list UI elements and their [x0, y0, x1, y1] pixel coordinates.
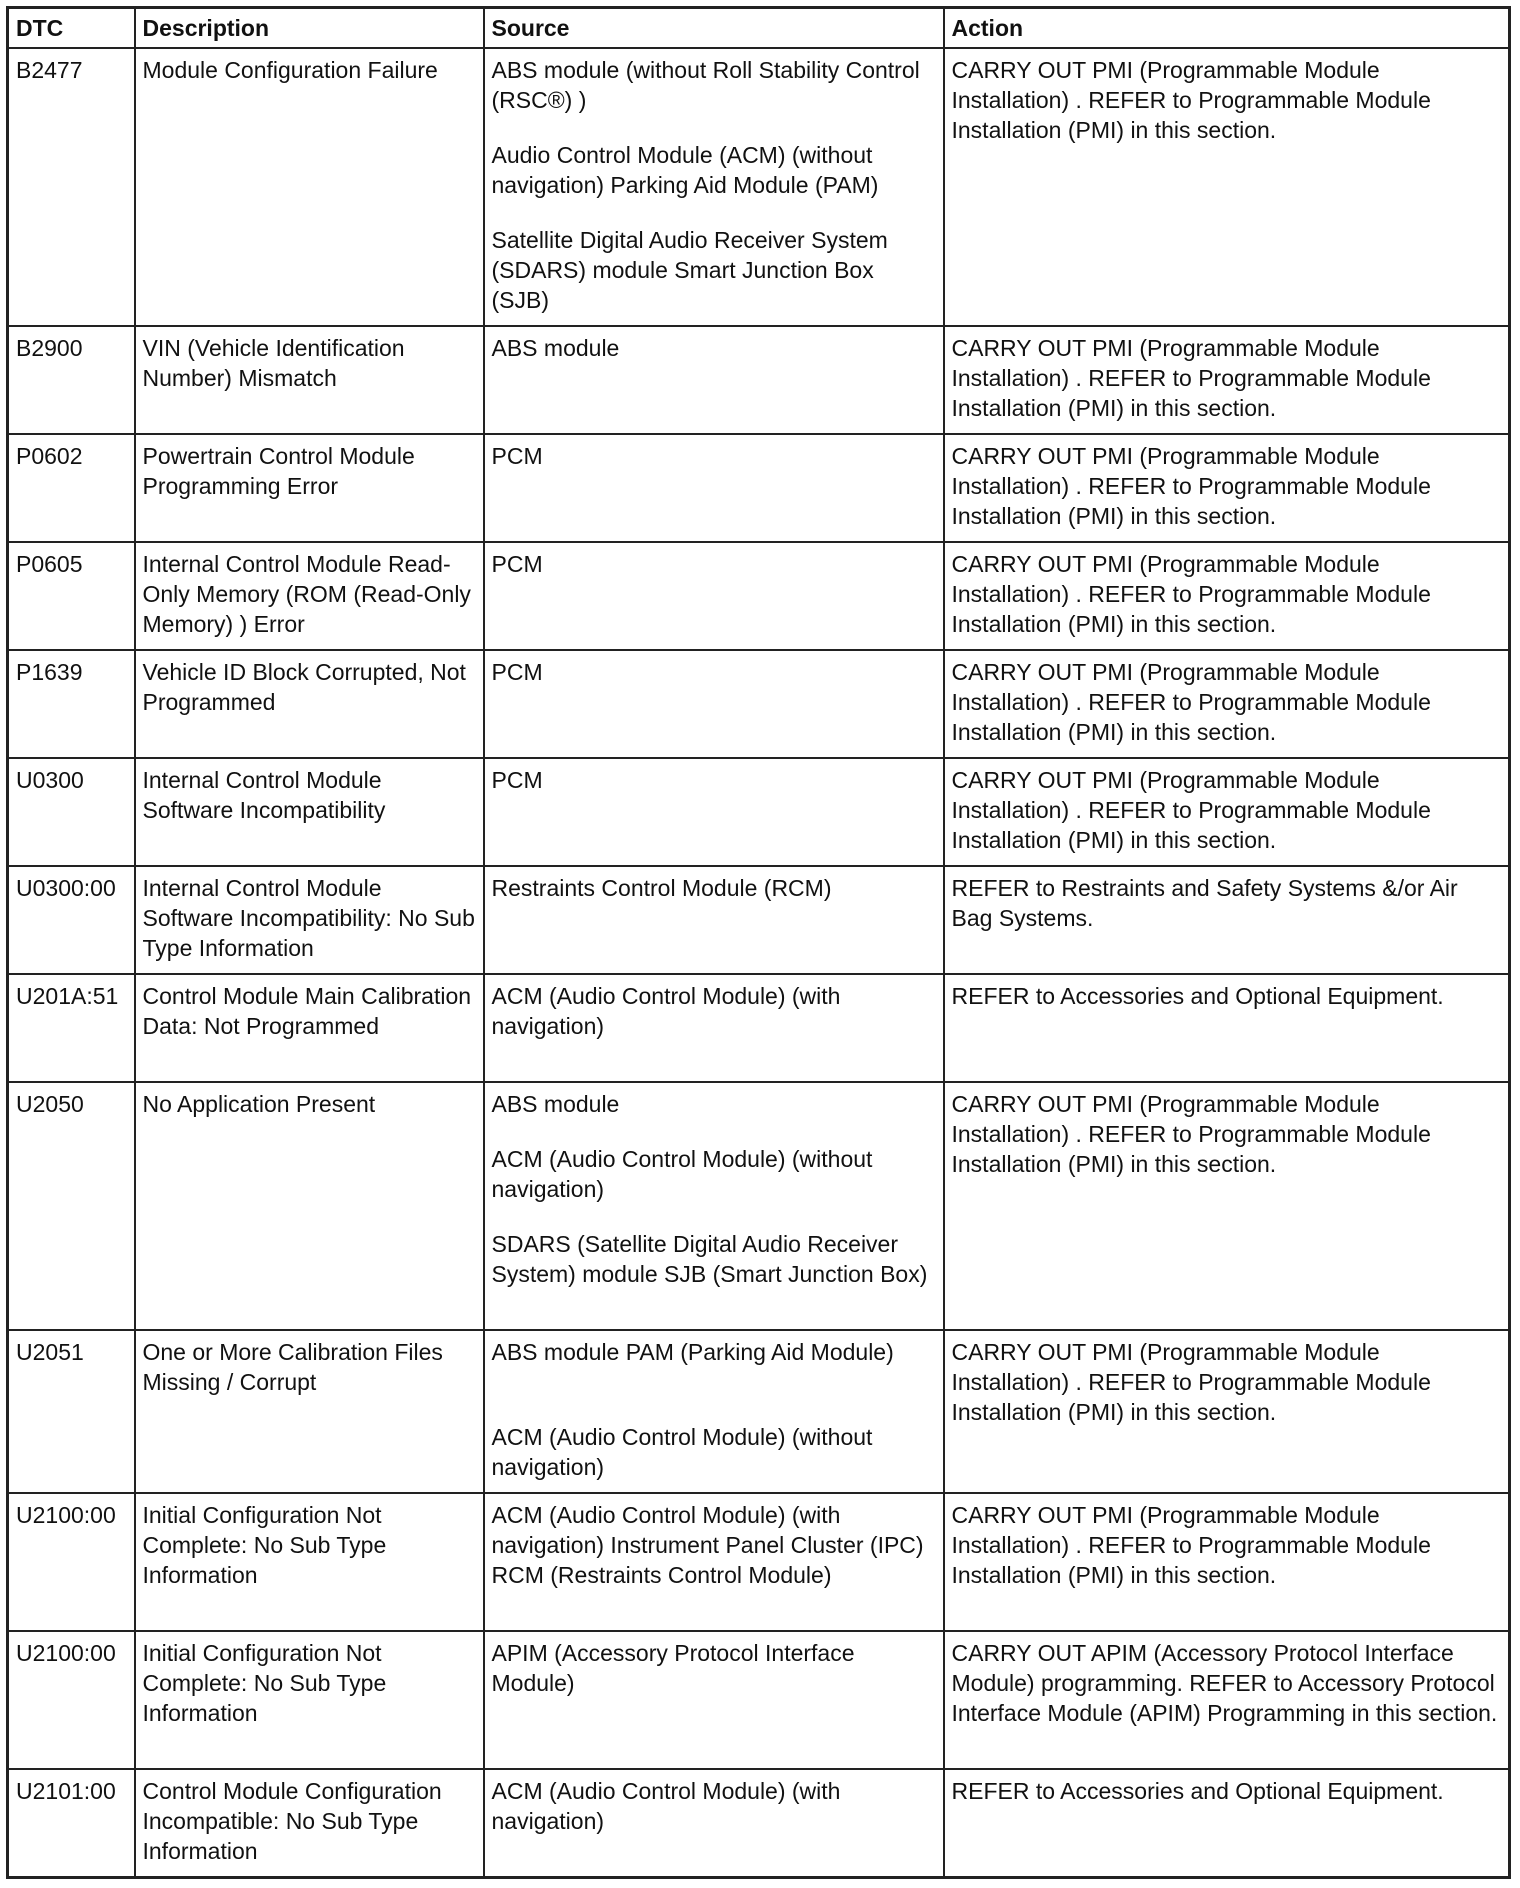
description-cell: Vehicle ID Block Corrupted, Not Programmed: [135, 650, 484, 758]
source-cell: [484, 1769, 944, 1877]
action-cell: CARRY OUT PMI (Programmable Module Installation) . REFER to Programmable Module Installation (PMI) in this section.: [944, 650, 1510, 758]
description-cell: Initial Configuration Not Complete: No Sub Type Information: [135, 1493, 484, 1631]
dtc-cell: U0300: [8, 758, 135, 866]
action-cell: CARRY OUT PMI (Programmable Module Installation) . REFER to Programmable Module Installation (PMI) in this section.: [944, 1493, 1510, 1631]
dtc-cell: P0602: [8, 434, 135, 542]
source-entry: Satellite Digital Audio Receiver System (SDARS) module Smart Junction Box (SJB): [491, 227, 888, 313]
action-cell: CARRY OUT PMI (Programmable Module Installation) . REFER to Programmable Module Installation (PMI) in this section.: [944, 1330, 1510, 1493]
source-entry: ACM (Audio Control Module) (with navigation): [491, 983, 841, 1039]
description-cell: Powertrain Control Module Programming Error: [135, 434, 484, 542]
dtc-table: [6, 6, 1511, 1879]
action-cell: CARRY OUT PMI (Programmable Module Installation) . REFER to Programmable Module Installation (PMI) in this section.: [944, 48, 1510, 326]
source-entry: SDARS (Satellite Digital Audio Receiver System) module SJB (Smart Junction Box): [491, 1231, 928, 1287]
description-cell: VIN (Vehicle Identification Number) Mismatch: [135, 326, 484, 434]
dtc-cell: U2100:00: [8, 1631, 135, 1769]
dtc-cell: P1639: [8, 650, 135, 758]
source-cell: [484, 326, 944, 434]
source-cell: [484, 866, 944, 974]
table-row: [8, 758, 1510, 866]
source-entry: ACM (Audio Control Module) (with navigation): [491, 1778, 841, 1834]
action-cell: CARRY OUT APIM (Accessory Protocol Interface Module) programming. REFER to Accessory Protocol Interface Module (APIM) Programming in this section.: [944, 1631, 1510, 1769]
table-row: [8, 326, 1510, 434]
action-cell: REFER to Accessories and Optional Equipment.: [944, 1769, 1510, 1877]
source-cell: [484, 1493, 944, 1631]
source-entry: Audio Control Module (ACM) (without navigation) Parking Aid Module (PAM): [491, 142, 879, 198]
dtc-cell: B2900: [8, 326, 135, 434]
description-cell: Control Module Configuration Incompatible: No Sub Type Information: [135, 1769, 484, 1877]
table-row: [8, 434, 1510, 542]
column-header-source: Source: [484, 8, 944, 49]
source-entry: ACM (Audio Control Module) (with navigation) Instrument Panel Cluster (IPC) RCM (Restraints Control Module): [491, 1502, 924, 1588]
action-cell: CARRY OUT PMI (Programmable Module Installation) . REFER to Programmable Module Installation (PMI) in this section.: [944, 434, 1510, 542]
description-cell: One or More Calibration Files Missing / Corrupt: [135, 1330, 484, 1493]
source-entry: PCM: [491, 659, 543, 685]
action-cell: CARRY OUT PMI (Programmable Module Installation) . REFER to Programmable Module Installation (PMI) in this section.: [944, 758, 1510, 866]
action-cell: REFER to Accessories and Optional Equipment.: [944, 974, 1510, 1082]
table-row: [8, 974, 1510, 1082]
description-cell: Internal Control Module Read-Only Memory (ROM (Read-Only Memory) ) Error: [135, 542, 484, 650]
action-cell: CARRY OUT PMI (Programmable Module Installation) . REFER to Programmable Module Installation (PMI) in this section.: [944, 1082, 1510, 1330]
source-entry: ABS module: [491, 1091, 620, 1117]
dtc-cell: U2051: [8, 1330, 135, 1493]
description-cell: Initial Configuration Not Complete: No Sub Type Information: [135, 1631, 484, 1769]
table-row: [8, 1769, 1510, 1877]
source-cell: [484, 1631, 944, 1769]
table-row: [8, 1493, 1510, 1631]
source-cell: [484, 650, 944, 758]
source-cell: [484, 542, 944, 650]
dtc-cell: P0605: [8, 542, 135, 650]
source-cell: [484, 48, 944, 326]
source-entry: PCM: [491, 767, 543, 793]
source-entry: Restraints Control Module (RCM): [491, 875, 832, 901]
source-cell: [484, 758, 944, 866]
action-cell: REFER to Restraints and Safety Systems &/or Air Bag Systems.: [944, 866, 1510, 974]
source-entry: PCM: [491, 443, 543, 469]
dtc-cell: U2050: [8, 1082, 135, 1330]
dtc-cell: U2101:00: [8, 1769, 135, 1877]
description-cell: Internal Control Module Software Incompatibility: [135, 758, 484, 866]
source-entry: ABS module: [491, 335, 620, 361]
dtc-cell: B2477: [8, 48, 135, 326]
source-entry: APIM (Accessory Protocol Interface Module): [491, 1640, 855, 1696]
description-cell: No Application Present: [135, 1082, 484, 1330]
dtc-cell: U2100:00: [8, 1493, 135, 1631]
source-entry: ACM (Audio Control Module) (without navigation): [491, 1424, 873, 1480]
source-entry: ACM (Audio Control Module) (without navigation): [491, 1146, 873, 1202]
table-header-row: [8, 8, 1510, 49]
column-header-dtc: DTC: [8, 8, 135, 49]
table-row: [8, 542, 1510, 650]
source-cell: [484, 434, 944, 542]
column-header-description: Description: [135, 8, 484, 49]
table-row: [8, 1330, 1510, 1493]
description-cell: Module Configuration Failure: [135, 48, 484, 326]
source-entry: ABS module (without Roll Stability Control (RSC®) ): [491, 57, 920, 113]
action-cell: CARRY OUT PMI (Programmable Module Installation) . REFER to Programmable Module Installation (PMI) in this section.: [944, 542, 1510, 650]
table-row: [8, 866, 1510, 974]
table-row: [8, 48, 1510, 326]
source-cell: [484, 1082, 944, 1330]
dtc-cell: U0300:00: [8, 866, 135, 974]
source-cell: [484, 974, 944, 1082]
description-cell: Control Module Main Calibration Data: Not Programmed: [135, 974, 484, 1082]
action-cell: CARRY OUT PMI (Programmable Module Installation) . REFER to Programmable Module Installation (PMI) in this section.: [944, 326, 1510, 434]
source-entry: ABS module PAM (Parking Aid Module): [491, 1339, 894, 1365]
column-header-action: Action: [944, 8, 1510, 49]
description-cell: Internal Control Module Software Incompatibility: No Sub Type Information: [135, 866, 484, 974]
table-row: [8, 1082, 1510, 1330]
table-row: [8, 1631, 1510, 1769]
dtc-cell: U201A:51: [8, 974, 135, 1082]
source-cell: [484, 1330, 944, 1493]
source-entry: PCM: [491, 551, 543, 577]
table-row: [8, 650, 1510, 758]
